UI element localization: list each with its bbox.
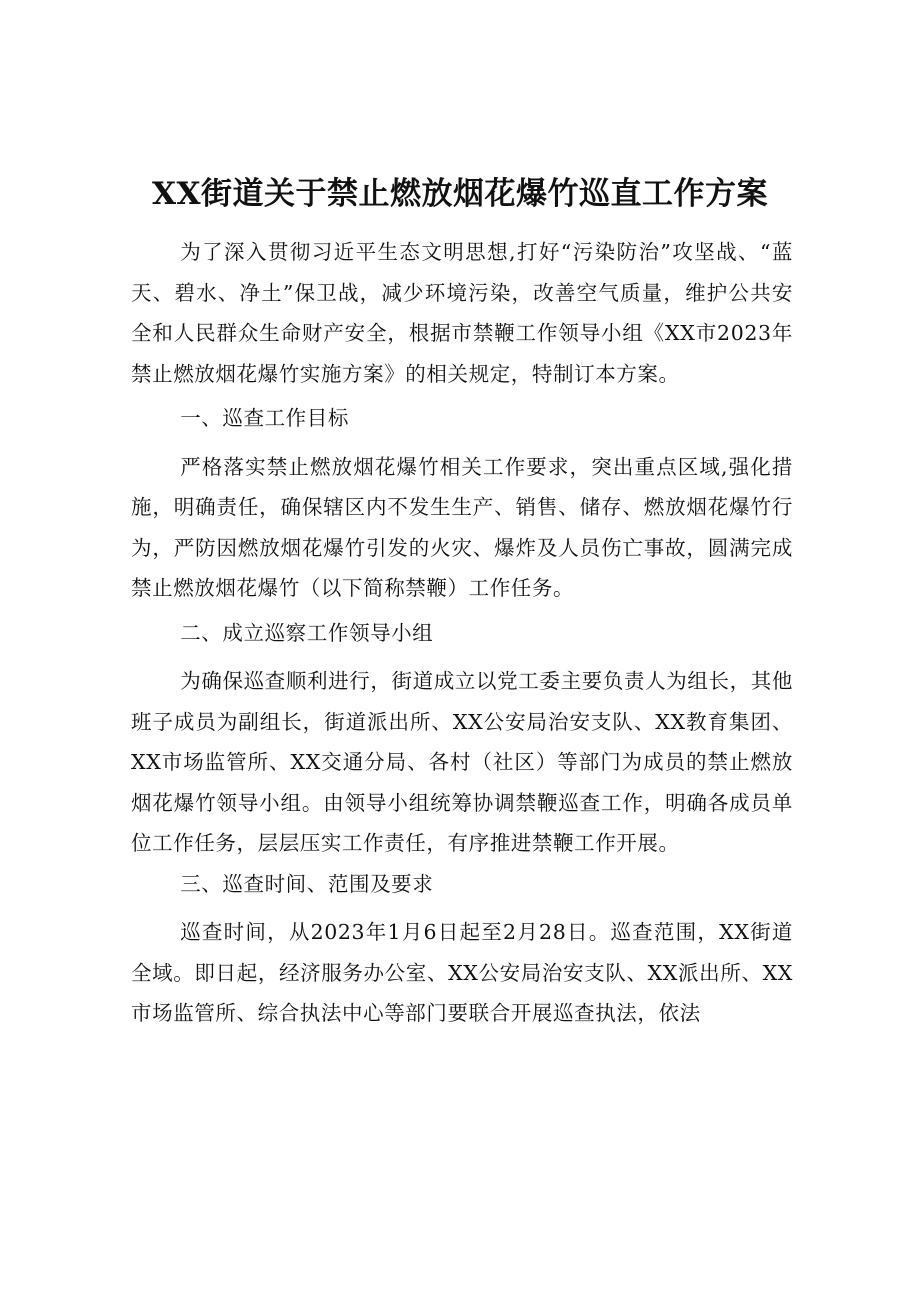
section-heading: 一、巡查工作目标 [180, 406, 349, 430]
intro-paragraph: 为了深入贯彻习近平生态文明思想,打好“污染防治”攻坚战、“蓝天、碧水、净土”保卫战，减少环境污染，改善空气质量，维护公共安全和人民群众生命财产安全，根据市禁鞭工作领导小组《XX市2023年禁止燃放烟花爆竹实施方案》的相关规定，特制订本方案。 [131, 240, 793, 386]
section-paragraph: 巡查时间，从2023年1月6日起至2月28日。巡查范围，XX街道全域。即日起，经济服务办公室、XX公安局治安支队、XX派出所、XX市场监管所、综合执法中心等部门要联合开展巡查执法，依法 [131, 920, 793, 1025]
section-heading: 三、巡查时间、范围及要求 [180, 871, 434, 896]
document-title: XX街道关于禁止燃放烟花爆竹巡直工作方案 [151, 176, 769, 212]
document-body [131, 232, 793, 1034]
section-heading: 二、成立巡察工作领导小组 [180, 620, 434, 645]
section-paragraph: 严格落实禁止燃放烟花爆竹相关工作要求，突出重点区域,强化措施，明确责任，确保辖区内不发生生产、销售、储存、燃放烟花爆竹行为，严防因燃放烟花爆竹引发的火灾、爆炸及人员伤亡事故，圆满完成禁止燃放烟花爆竹（以下简称禁鞭）工作任务。 [131, 454, 793, 600]
section-paragraph: 为确保巡查顺利进行，街道成立以党工委主要负责人为组长，其他班子成员为副组长，街道派出所、XX公安局治安支队、XX教育集团、XX市场监管所、XX交通分局、各村（社区）等部门为成员的禁止燃放烟花爆竹领导小组。由领导小组统筹协调禁鞭巡查工作，明确各成员单位工作任务，层层压实工作责任，有序推进禁鞭工作开展。 [131, 669, 793, 855]
